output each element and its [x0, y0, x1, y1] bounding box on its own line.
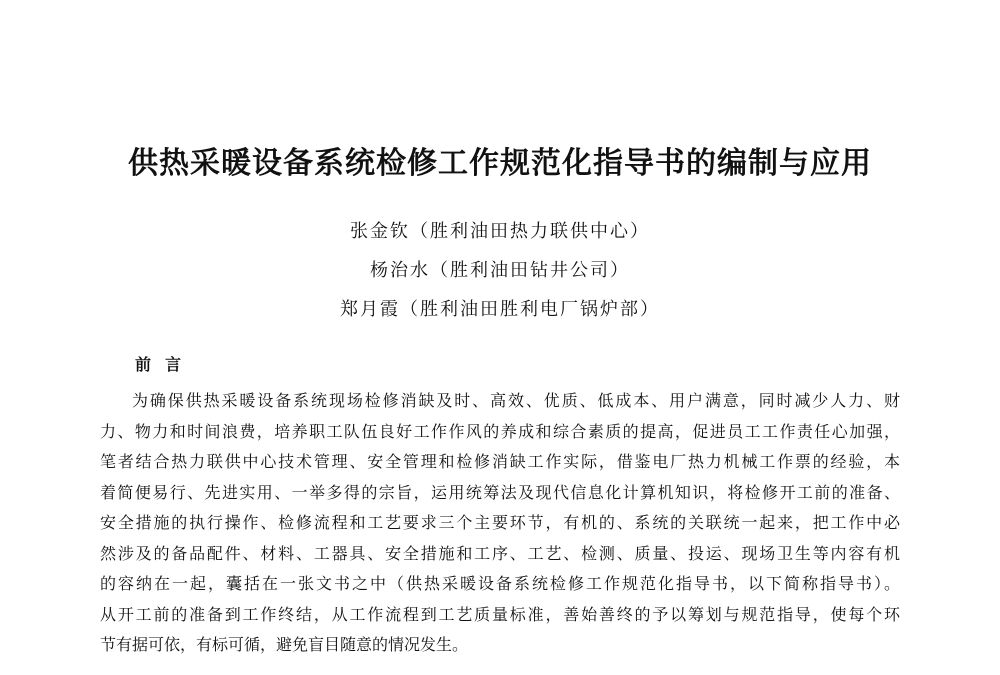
section-heading: 前言	[135, 355, 196, 374]
body-line: 笔者结合热力联供中心技术管理、安全管理和检修消缺工作实际，借鉴电厂热力机械工作票的经验，本	[100, 452, 900, 471]
body-line: 着简便易行、先进实用、一举多得的宗旨，运用统筹法及现代信息化计算机知识，将检修开工前的准备、	[100, 482, 900, 502]
paper-title: 供热采暖设备系统检修工作规范化指导书的编制与应用	[128, 146, 872, 181]
body-line: 安全措施的执行操作、检修流程和工艺要求三个主要环节，有机的、系统的关联统一起来，把工作中必	[100, 513, 900, 532]
body-line: 力、物力和时间浪费，培养职工队伍良好工作作风的养成和综合素质的提高，促进员工工作责任心加强，	[100, 421, 900, 441]
body-line: 节有据可依，有标可循，避免盲目随意的情况发生。	[100, 635, 469, 654]
body-line: 为确保供热采暖设备系统现场检修消缺及时、高效、优质、低成本、用户满意，同时减少人力、财	[132, 391, 900, 410]
author-line-3: 郑月霞（胜利油田胜利电厂锅炉部）	[340, 299, 660, 320]
body-line: 然涉及的备品配件、材料、工器具、安全措施和工序、工艺、检测、质量、投运、现场卫生等内容有机	[100, 543, 900, 563]
body-line: 从开工前的准备到工作终结，从工作流程到工艺质量标准，善始善终的予以筹划与规范指导，使每个环	[100, 604, 900, 624]
body-paragraph	[100, 386, 900, 661]
author-line-1: 张金钦（胜利油田热力联供中心）	[350, 221, 650, 242]
author-line-2: 杨治水（胜利油田钻井公司）	[370, 260, 630, 281]
body-line: 的容纳在一起，囊括在一张文书之中（供热采暖设备系统检修工作规范化指导书，以下简称指导书）。	[100, 574, 900, 593]
